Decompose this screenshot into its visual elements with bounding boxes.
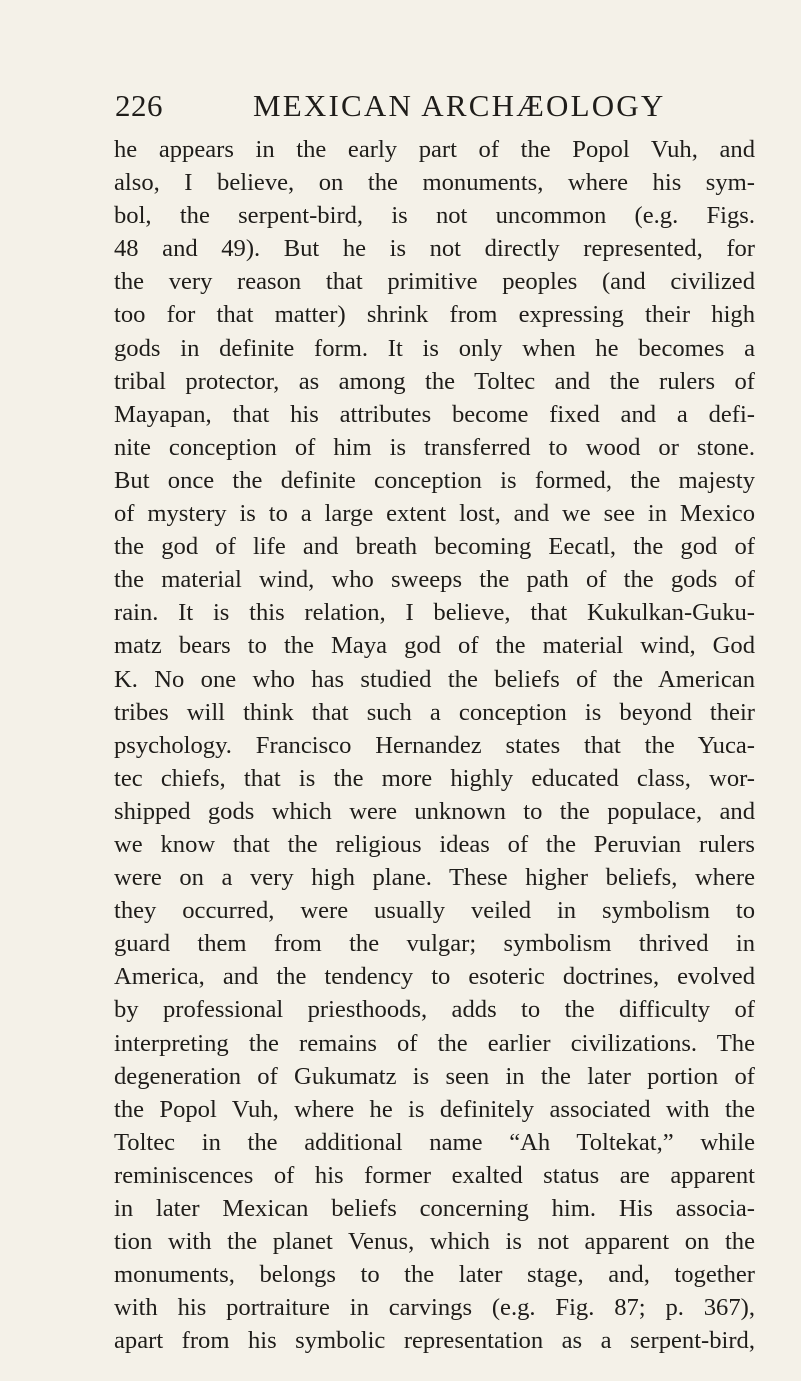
page-header — [115, 88, 715, 128]
text-line: he appears in the early part of the Popol Vuh, and — [114, 136, 755, 163]
running-head: MEXICAN ARCHÆOLOGY — [253, 88, 666, 123]
text-line: apart from his symbolic representation as a serpent-bird, — [114, 1327, 755, 1355]
text-line: K. No one who has studied the beliefs of the American — [114, 665, 755, 693]
text-line: monuments, belongs to the later stage, and, together — [114, 1261, 755, 1289]
text-line: tribes will think that such a conception is beyond their — [114, 698, 755, 726]
text-line: degeneration of Gukumatz is seen in the later portion of — [114, 1062, 755, 1090]
text-line: tec chiefs, that is the more highly educated class, wor- — [114, 764, 755, 792]
text-line: the material wind, who sweeps the path of the gods of — [114, 566, 755, 594]
text-line: tribal protector, as among the Toltec and the rulers of — [114, 367, 755, 395]
text-line: nite conception of him is transferred to wood or stone. — [114, 433, 755, 461]
text-line: Toltec in the additional name “Ah Toltekat,” while — [114, 1128, 755, 1156]
text-line: gods in definite form. It is only when he becomes a — [114, 334, 755, 362]
text-line: rain. It is this relation, I believe, that Kukulkan-Guku- — [114, 599, 755, 627]
text-line: bol, the serpent-bird, is not uncommon (e.g. Figs. — [114, 202, 755, 230]
body-paragraph — [114, 133, 755, 1357]
text-line: the Popol Vuh, where he is definitely associated with the — [114, 1095, 755, 1123]
text-line: in later Mexican beliefs concerning him. His associa- — [114, 1195, 755, 1222]
text-line: also, I believe, on the monuments, where his sym- — [114, 169, 755, 197]
text-line: interpreting the remains of the earlier civilizations. The — [114, 1029, 755, 1057]
text-line: shipped gods which were unknown to the populace, and — [114, 797, 755, 825]
text-line: But once the definite conception is formed, the majesty — [114, 466, 755, 494]
page-number: 226 — [115, 88, 163, 123]
text-line: were on a very high plane. These higher beliefs, where — [114, 864, 755, 892]
text-line: Mayapan, that his attributes become fixed and a defi- — [114, 400, 755, 428]
text-line: the very reason that primitive peoples (and civilized — [114, 268, 755, 296]
text-line: with his portraiture in carvings (e.g. Fig. 87; p. 367), — [114, 1294, 755, 1322]
text-line: America, and the tendency to esoteric doctrines, evolved — [114, 963, 755, 991]
text-line: by professional priesthoods, adds to the difficulty of — [114, 996, 755, 1024]
text-line: too for that matter) shrink from expressing their high — [114, 301, 755, 329]
text-line: matz bears to the Maya god of the material wind, God — [114, 632, 755, 660]
text-line: psychology. Francisco Hernandez states that the Yuca- — [114, 731, 755, 759]
text-line: reminiscences of his former exalted status are apparent — [114, 1161, 755, 1189]
text-line: the god of life and breath becoming Eecatl, the god of — [114, 533, 755, 561]
text-line: 48 and 49). But he is not directly represented, for — [114, 235, 755, 263]
text-line: of mystery is to a large extent lost, and we see in Mexico — [114, 500, 755, 528]
text-line: tion with the planet Venus, which is not apparent on the — [114, 1228, 755, 1256]
text-line: guard them from the vulgar; symbolism thrived in — [114, 930, 755, 958]
text-line: they occurred, were usually veiled in symbolism to — [114, 897, 755, 925]
text-line: we know that the religious ideas of the Peruvian rulers — [114, 830, 755, 858]
